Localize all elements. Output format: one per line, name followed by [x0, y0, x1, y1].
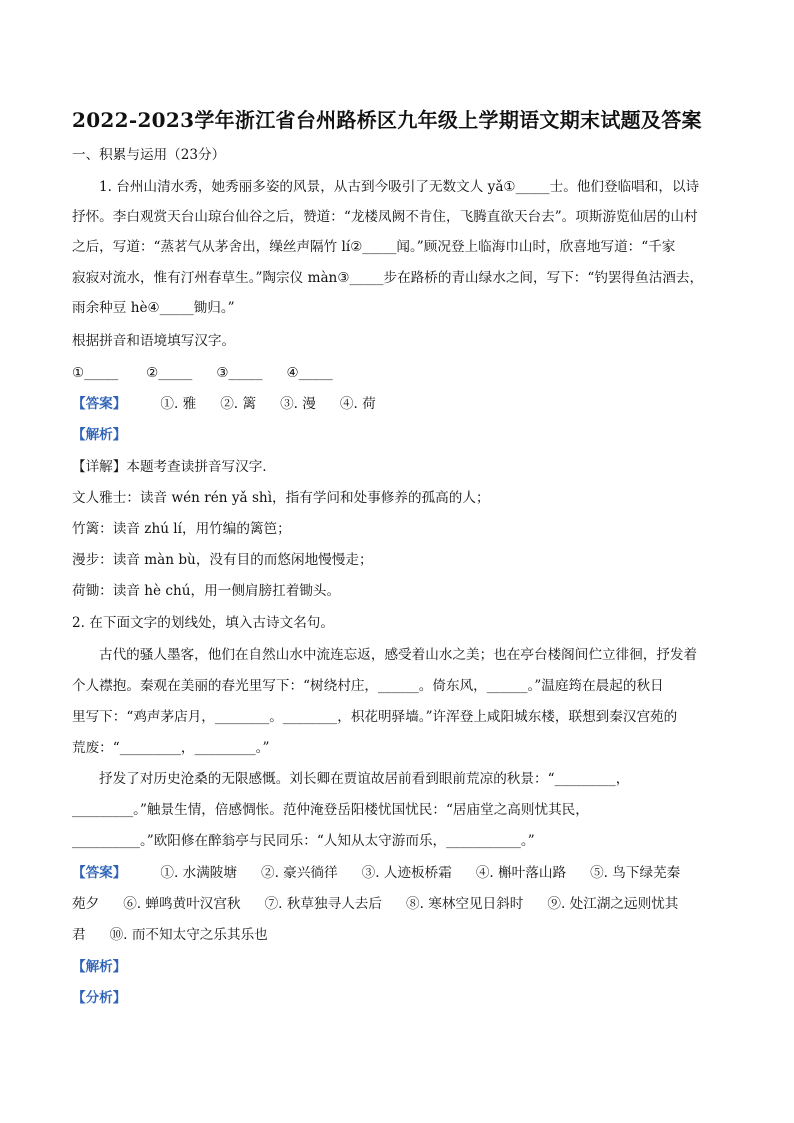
answer-4: ④. 荷 — [339, 396, 376, 412]
q2-answer-row-3 — [72, 925, 268, 945]
q2-answer-9-cont: 君 — [72, 927, 86, 943]
q2-answer-6: ⑥. 蝉鸣黄叶汉宫秋 — [123, 896, 241, 912]
detail-text: 本题考查读拼音写汉字. — [126, 459, 267, 475]
q1-line-3: 之后，写道：“蒸茗气从茅舍出，缲丝声隔竹 lí②_____闻。”顾况登上临海巾山时，欣喜地写道：“千家 — [72, 239, 676, 255]
blank-2: ②_____ — [146, 365, 193, 381]
detail-label: 【详解】 — [72, 459, 127, 475]
q1-blanks-row — [72, 363, 333, 383]
answer-1: ①. 雅 — [160, 396, 197, 412]
q2-answer-7: ⑦. 秋草独寻人去后 — [264, 896, 382, 912]
analysis-label: 【解析】 — [72, 427, 127, 443]
q1-line-2: 抒怀。李白观赏天台山琼台仙谷之后，赞道：“龙楼凤阙不肯住，飞腾直欲天台去”。项斯游览仙居的山村 — [72, 209, 698, 225]
detail-row — [72, 457, 267, 477]
q2-answer-2: ②. 豪兴徜徉 — [261, 865, 338, 881]
answer-3: ③. 漫 — [280, 396, 316, 412]
section-heading: 一、积累与运用（23分） — [72, 147, 226, 163]
q2-analysis-label: 【解析】 — [72, 959, 127, 975]
blank-1: ①_____ — [72, 365, 119, 381]
blank-4: ④_____ — [286, 365, 333, 381]
explanation-3: 漫步：读音 màn bù，没有目的而悠闲地慢慢走； — [72, 552, 373, 568]
explanation-4: 荷锄：读音 hè chú，用一侧肩膀扛着锄头。 — [72, 583, 341, 599]
q1-line-1: 1. 台州山清水秀，她秀丽多姿的风景，从古到今吸引了无数文人 yǎ①_____士。他们登临唱和，以诗 — [99, 179, 700, 195]
q2-answer-8: ⑧. 寒林空见日斜时 — [406, 896, 524, 912]
q2-stem: 2. 在下面文字的划线处，填入古诗文名句。 — [72, 615, 334, 631]
q1-instruction: 根据拼音和语境填写汉字。 — [72, 333, 236, 349]
q2-line-2: 个人襟抱。秦观在美丽的春光里写下：“树绕村庄，______。倚东风，______。”温庭筠在晨起的秋日 — [72, 678, 664, 694]
q1-line-4: 寂寂对流水，惟有汀州春草生。”陶宗仪 màn③_____步在路桥的青山绿水之间，写下：“钓罢得鱼沽酒去， — [72, 270, 704, 286]
q2-answer-row-1 — [72, 863, 680, 883]
q2-answer-label: 【答案】 — [72, 865, 127, 881]
q2-answer-9: ⑨. 处江湖之远则忧其 — [547, 896, 679, 912]
q2-fenxi-label: 【分析】 — [72, 990, 127, 1006]
document-title: 2022-2023学年浙江省台州路桥区九年级上学期语文期末试题及答案 — [72, 108, 702, 132]
q1-answer-row — [72, 394, 376, 414]
q2-line-6: _________。”触景生情，倍感惆怅。范仲淹登岳阳楼忧国忧民：“居庙堂之高则忧其民， — [72, 802, 589, 818]
q2-line-7: __________。”欧阳修在醉翁亭与民同乐：“人知从太守游而乐，___________。” — [72, 833, 535, 849]
explanation-2: 竹篱：读音 zhú lí，用竹编的篱笆； — [72, 521, 291, 537]
q2-line-3: 里写下：“鸡声茅店月，________。________，枳花明驿墙。”许浑登上咸阳城东楼，联想到秦汉宫苑的 — [72, 709, 678, 725]
explanation-1: 文人雅士：读音 wén rén yǎ shì，指有学问和处事修养的孤高的人； — [72, 490, 490, 506]
answer-2: ②. 篱 — [220, 396, 257, 412]
blank-3: ③_____ — [216, 365, 263, 381]
q2-answer-5: ⑤. 鸟下绿芜秦 — [590, 865, 681, 881]
q2-line-1: 古代的骚人墨客，他们在自然山水中流连忘返，感受着山水之美；也在亭台楼阁间伫立徘徊，抒发着 — [99, 647, 698, 663]
q2-line-4: 荒废：“_________，_________。” — [72, 740, 270, 756]
answer-label: 【答案】 — [72, 396, 127, 412]
q2-answer-1: ①. 水满陂塘 — [160, 865, 237, 881]
q2-answer-4: ④. 槲叶落山路 — [475, 865, 567, 881]
q2-line-5: 抒发了对历史沧桑的无限感慨。刘长卿在贾谊故居前看到眼前荒凉的秋景：“_________， — [99, 771, 630, 787]
q2-answer-3: ③. 人迹板桥霜 — [361, 865, 452, 881]
q2-answer-5-cont: 苑夕 — [72, 896, 100, 912]
q2-answer-row-2 — [72, 894, 678, 914]
q1-line-5: 雨余种豆 hè④_____锄归。” — [72, 300, 235, 316]
q2-answer-10: ⑩. 而不知太守之乐其乐也 — [109, 927, 268, 943]
